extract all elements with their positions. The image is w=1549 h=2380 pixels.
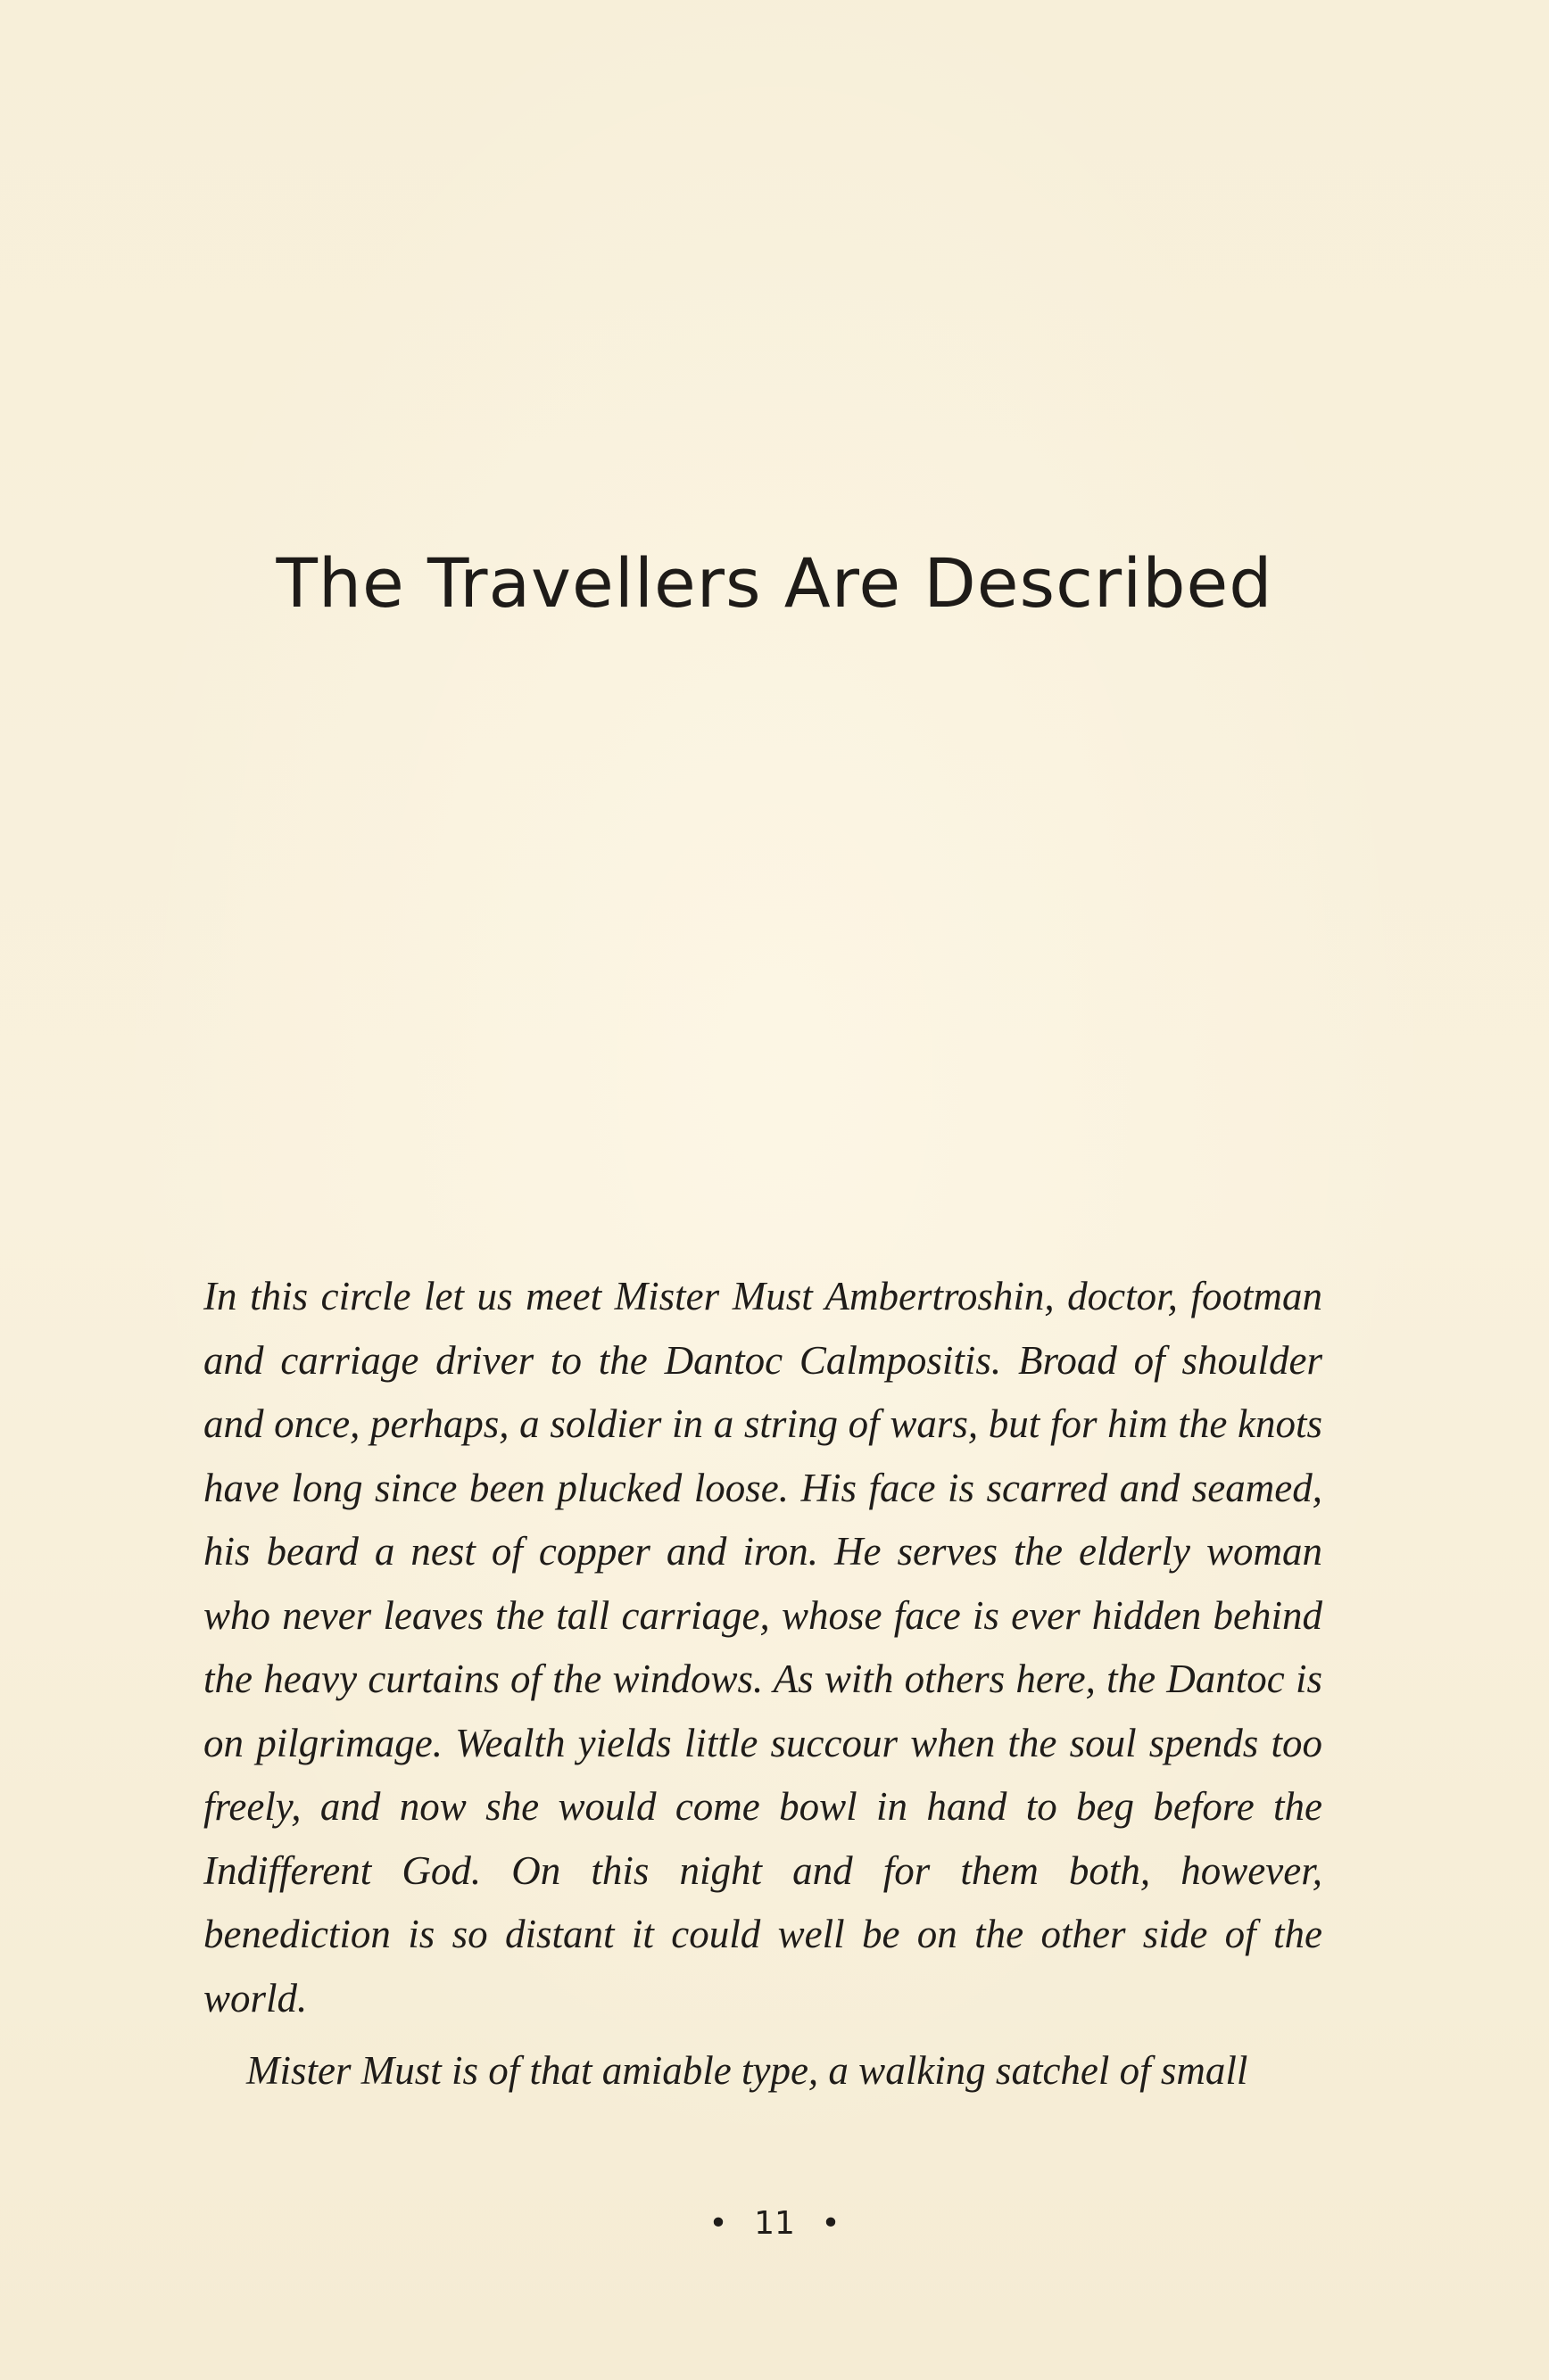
paragraph-1: In this circle let us meet Mister Must Ambertroshin, doctor, footman and carriage driver to the Dantoc Calmpositis. Broad of shoulder and once, perhaps, a soldier in a string of wars, but for him the knots have long since been plucked loose. His face is scarred and seamed, his beard a nest of copper and iron. He serves the elderly woman who never leaves the tall carriage, whose face is ever hidden behind the heavy curtains of the windows. As with others here, the Dantoc is on pilgrimage. Wealth yields little succour when the soul spends too freely, and now she would come bowl in hand to beg before the Indifferent God. On this night and for them both, however, benediction is so distant it could well be on the other side of the world.: [203, 1274, 1322, 2021]
page-number-footer: [0, 2205, 1549, 2242]
body-text: [203, 1265, 1322, 2103]
footer-ornament-left: •: [708, 2205, 728, 2242]
chapter-title: The Travellers Are Described: [276, 543, 1273, 623]
page-number: 11: [754, 2205, 795, 2242]
paragraph-2: Mister Must is of that amiable type, a walking satchel of small: [246, 2048, 1248, 2093]
footer-ornament-right: •: [821, 2205, 841, 2242]
